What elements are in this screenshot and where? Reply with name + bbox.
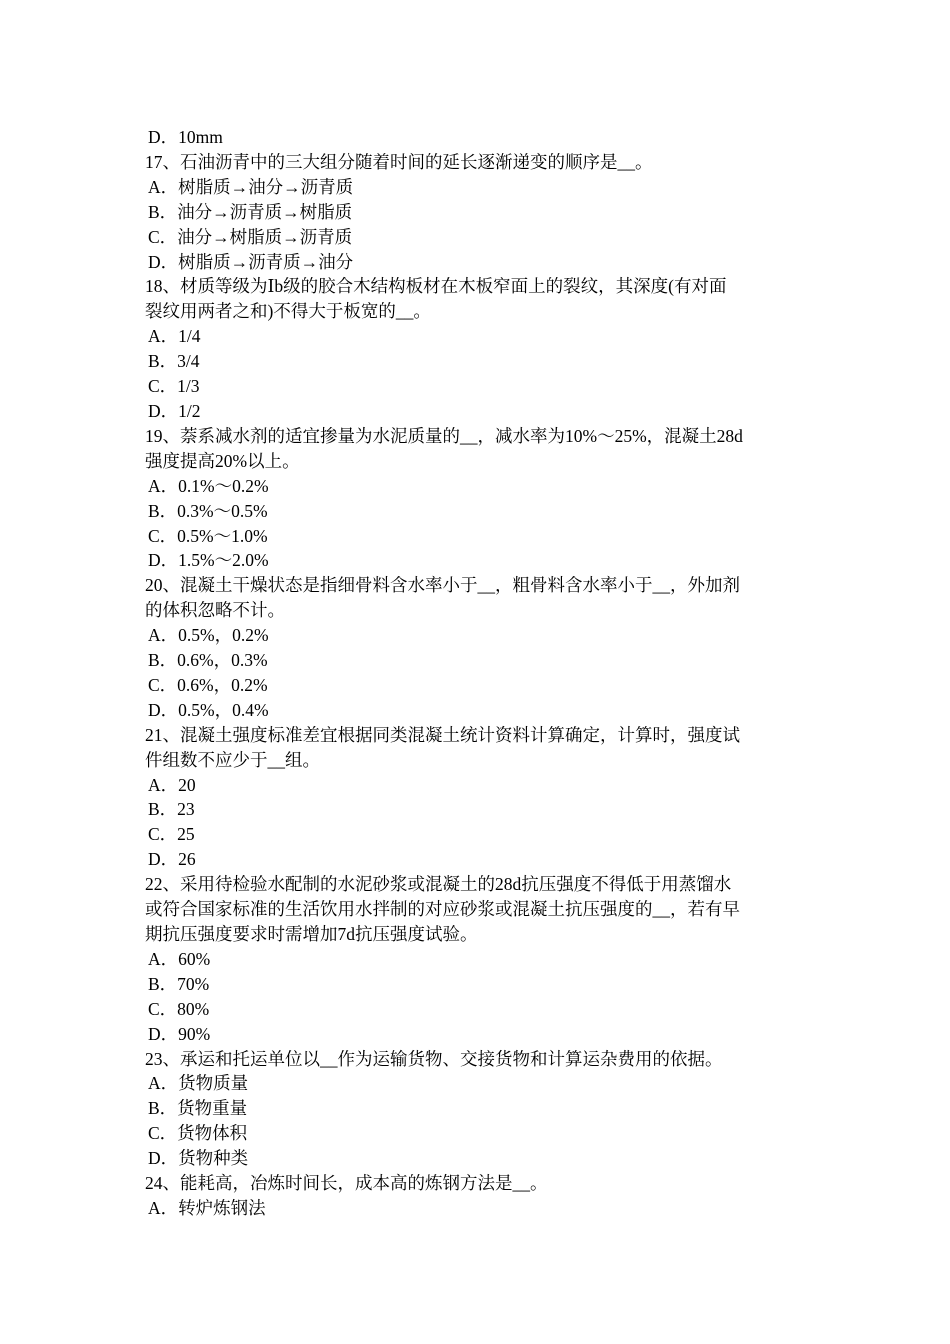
answer-option: C．0.6%，0.2% <box>148 674 268 695</box>
answer-option: B．23 <box>148 799 195 820</box>
answer-option: A．货物质量 <box>148 1073 249 1094</box>
answer-option: D．1.5%～2.0% <box>148 550 269 571</box>
question-text: 17、石油沥青中的三大组分随着时间的延长逐渐递变的顺序是__。 <box>145 151 653 172</box>
answer-option: C．油分→树脂质→沥青质 <box>148 226 353 247</box>
answer-option: A．0.5%，0.2% <box>148 625 269 646</box>
answer-option: D．树脂质→沥青质→油分 <box>148 251 354 272</box>
answer-option: A．树脂质→油分→沥青质 <box>148 176 354 197</box>
question-text: 22、采用待检验水配制的水泥砂浆或混凝土的28d抗压强度不得低于用蒸馏水 <box>145 874 732 895</box>
question-text: 强度提高20%以上。 <box>145 450 300 471</box>
question-text: 或符合国家标准的生活饮用水拌制的对应砂浆或混凝土抗压强度的__，若有早 <box>145 899 740 920</box>
question-text: 21、混凝土强度标准差宜根据同类混凝土统计资料计算确定，计算时，强度试 <box>145 724 740 745</box>
question-text: 件组数不应少于__组。 <box>145 749 320 770</box>
answer-option: A．转炉炼钢法 <box>148 1197 266 1218</box>
answer-option: D．1/2 <box>148 400 201 421</box>
question-text: 20、混凝土干燥状态是指细骨料含水率小于__，粗骨料含水率小于__，外加剂 <box>145 575 740 596</box>
question-text: 24、能耗高，冶炼时间长，成本高的炼钢方法是__。 <box>145 1173 548 1194</box>
answer-option: D．0.5%，0.4% <box>148 699 269 720</box>
document-body <box>145 125 820 1221</box>
answer-option: A．20 <box>148 774 196 795</box>
answer-option: C．1/3 <box>148 376 200 397</box>
answer-option: A．0.1%～0.2% <box>148 475 269 496</box>
answer-option: B．0.3%～0.5% <box>148 500 268 521</box>
answer-option: C．25 <box>148 824 195 845</box>
answer-option: D．90% <box>148 1023 211 1044</box>
question-text: 裂纹用两者之和)不得大于板宽的__。 <box>145 301 431 322</box>
question-text: 19、萘系减水剂的适宜掺量为水泥质量的__，减水率为10%～25%，混凝土28d <box>145 425 743 446</box>
answer-option: B．70% <box>148 973 210 994</box>
answer-option: C．0.5%～1.0% <box>148 525 268 546</box>
answer-option: B．0.6%，0.3% <box>148 650 268 671</box>
answer-option: D．10mm <box>148 127 223 147</box>
answer-option: B．货物重量 <box>148 1098 248 1119</box>
answer-option: C．80% <box>148 998 210 1019</box>
question-text: 18、材质等级为Ⅰb级的胶合木结构板材在木板窄面上的裂纹，其深度(有对面 <box>145 276 727 297</box>
question-text: 期抗压强度要求时需增加7d抗压强度试验。 <box>145 924 478 944</box>
answer-option: A．1/4 <box>148 326 201 347</box>
answer-option: C．货物体积 <box>148 1123 248 1144</box>
answer-option: D．26 <box>148 849 196 870</box>
answer-option: A．60% <box>148 948 211 969</box>
question-text: 的体积忽略不计。 <box>145 600 285 621</box>
question-text: 23、承运和托运单位以__作为运输货物、交接货物和计算运杂费用的依据。 <box>145 1048 723 1069</box>
answer-option: B．3/4 <box>148 351 200 372</box>
answer-option: D．货物种类 <box>148 1148 249 1169</box>
answer-option: B．油分→沥青质→树脂质 <box>148 201 353 222</box>
